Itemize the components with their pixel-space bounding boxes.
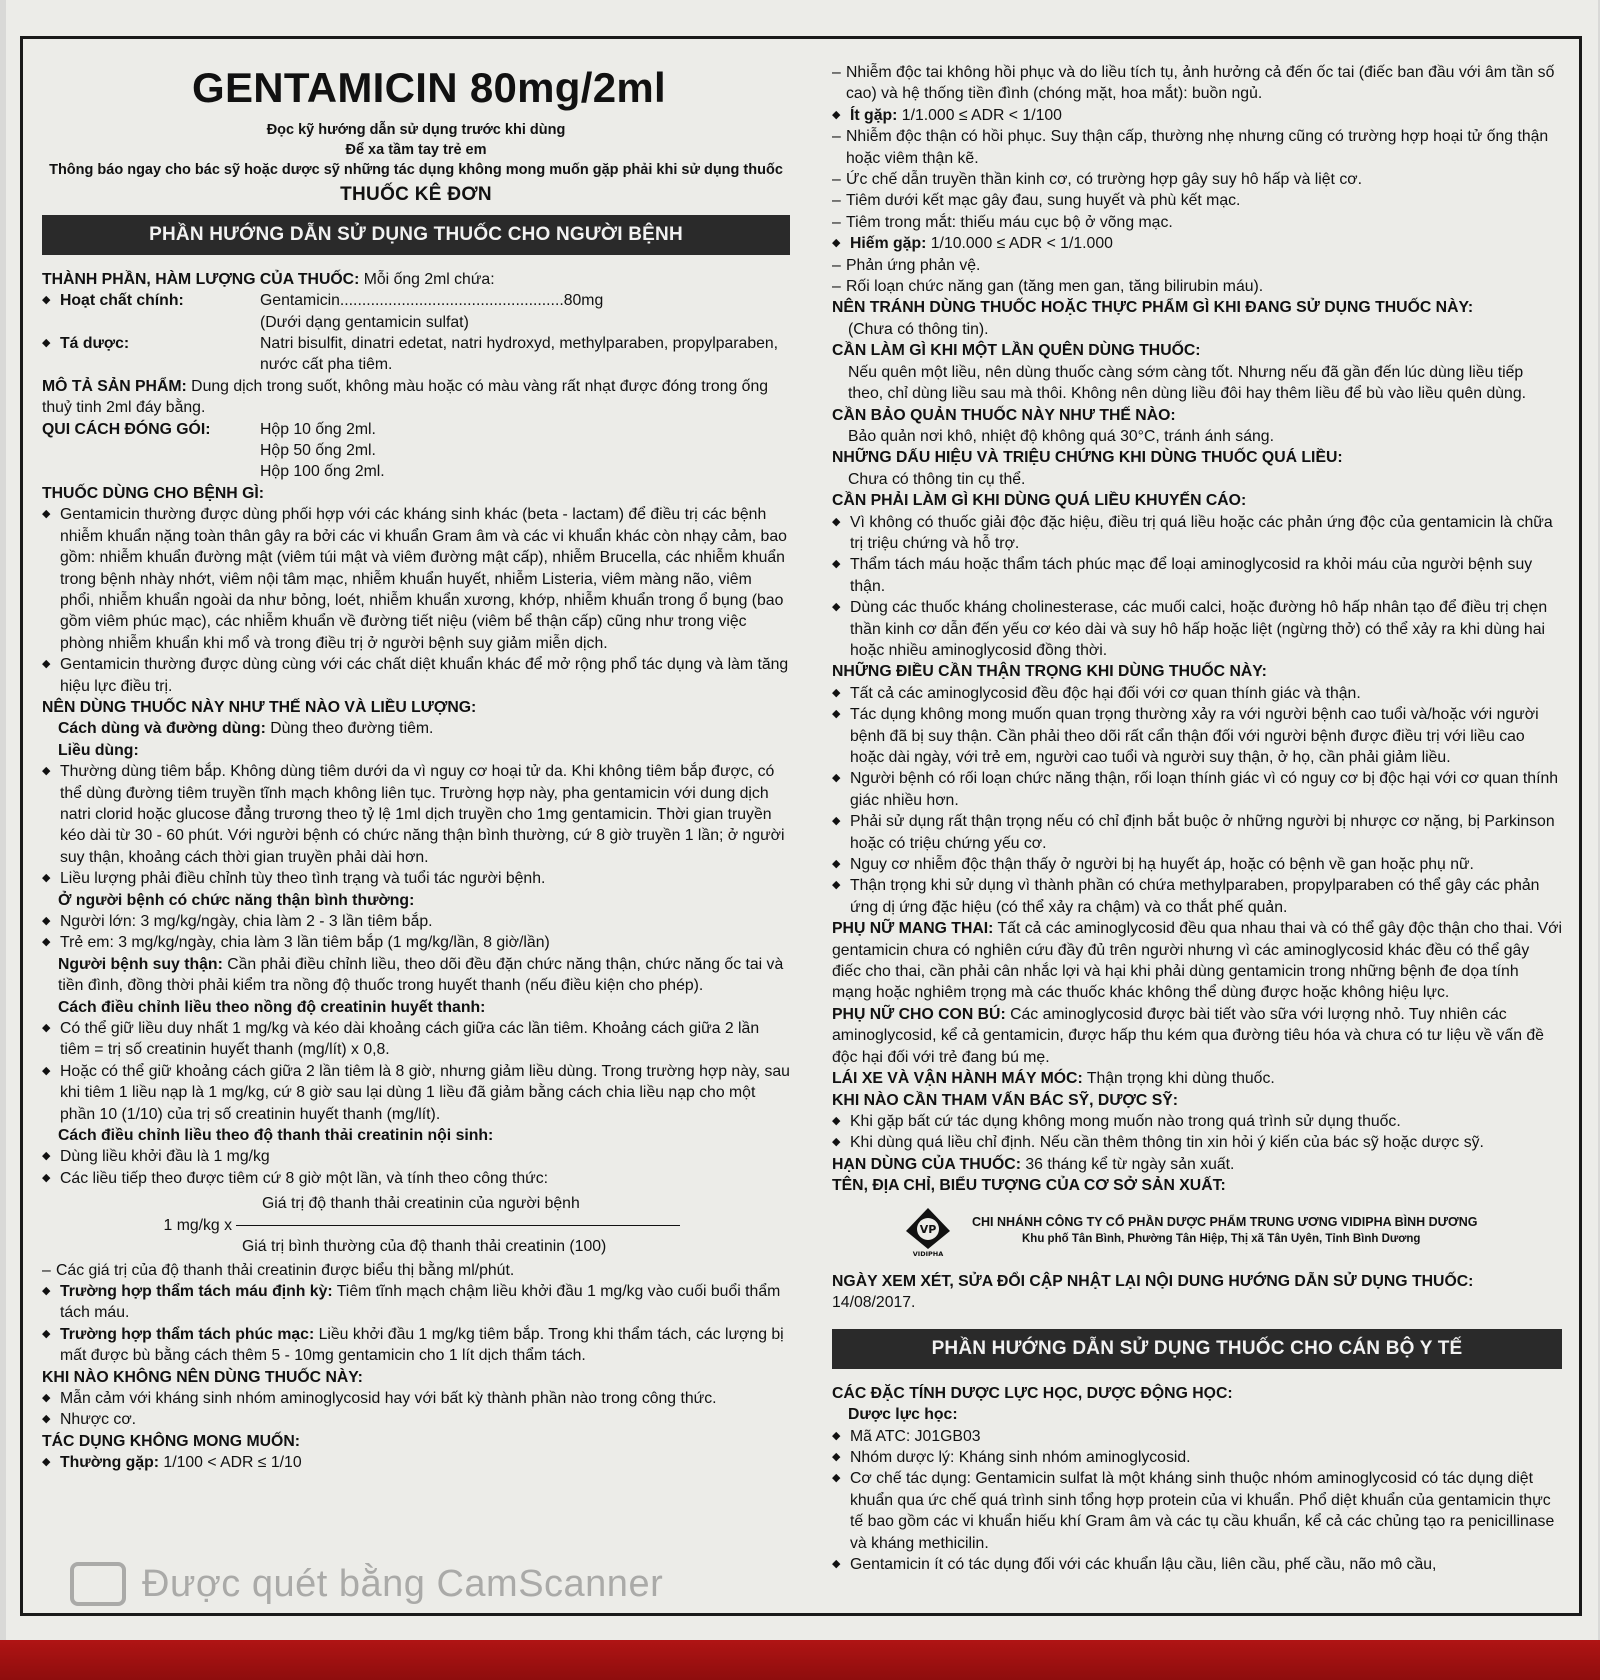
- missed-heading: CẦN LÀM GÌ KHI MỘT LẦN QUÊN DÙNG THUỐC:: [832, 342, 1201, 360]
- route-line: Cách dùng và đường dùng: Dùng theo đường tiêm.: [58, 720, 434, 738]
- adverse-item: – Phản ứng phản vệ.: [832, 255, 1562, 276]
- driving-section: LÁI XE VÀ VẬN HÀNH MÁY MÓC: Thận trọng khi dùng thuốc.: [832, 1070, 1275, 1088]
- vidipha-logo-icon: [902, 1205, 954, 1257]
- clearance-label: Cách điều chỉnh liều theo độ thanh thải creatinin nội sinh:: [58, 1127, 494, 1145]
- formula-bar: [236, 1225, 680, 1226]
- adverse-item: – Rối loạn chức năng gan (tăng men gan, tăng bilirubin máu).: [832, 276, 1562, 297]
- packing-item: Hộp 10 ống 2ml.: [260, 420, 376, 438]
- indication-item: ◆ Gentamicin thường được dùng phối hợp với các kháng sinh khác (beta - lactam) để điều trị các bệnh nhiễm khuẩn nặng toàn thân gây ra bởi các vi khuẩn Gram âm và các vi khuẩn khác còn nhạy cảm, bao gồm: nhiễm khuẩn đường mật (viêm túi mật và viêm đường mật cấp), nhiễm Brucella, các nhiễm khuẩn trong bệnh nhày nhớt, viêm nội tâm mạc, nhiễm khuẩn huyết, nhiễm Listeria, viêm màng não, viêm phổi, nhiễm khuẩn ngoài da như bỏng, loét, nhiễm khuẩn xương, khớp, nhiễm khuẩn trong ổ bụng (bao gồm viêm phúc mạc), các nhiễm khuẩn về đường tiết niệu (viêm bể thận cấp) cũng như trong việc phòng nhiễm khuẩn khi mổ và trong điều trị ở người bệnh suy giảm miễn dịch.: [42, 504, 790, 654]
- consult-heading: KHI NÀO CẦN THAM VẤN BÁC SỸ, DƯỢC SỸ:: [832, 1091, 1179, 1109]
- overdose-action-heading: CẦN PHẢI LÀM GÌ KHI DÙNG QUÁ LIỀU KHUYẾN CÁO:: [832, 492, 1247, 510]
- dosage-item: ◆ Thường dùng tiêm bắp. Không dùng tiêm dưới da vì nguy cơ hoại tử da. Khi không tiêm bắp được, có thể dùng đường tiêm truyền tĩnh mạch không liên tục. Trường hợp này, pha gentamicin với dung dịch natri clorid hoặc glucose đẳng trương theo tỷ lệ 1ml dịch truyền cho 1mg gentamicin. Thời gian truyền kéo dài từ 30 - 60 phút. Với người bệnh có chức năng thận bình thường, cứ 8 giờ truyền 1 lần; ở người suy thận, khoảng cách thời gian truyền phải dài hơn.: [42, 761, 790, 868]
- lactation-section: PHỤ NỮ CHO CON BÚ: Các aminoglycosid được bài tiết vào sữa với lượng nhỏ. Tuy nhiên các aminoglycosid, kể cả gentamicin, được hấp thu kém qua đường tiêu hóa và chưa có tư liệu về vấn đề độc hại đối với trẻ đang bú mẹ.: [832, 1005, 1544, 1066]
- pregnancy-section: PHỤ NỮ MANG THAI: Tất cả các aminoglycosid đều qua nhau thai và có thể gây độc thận cho thai. Với gentamicin chưa có nghiên cứu đầy đủ trên người nhưng vì các aminoglycosid khác đều có thể gây điếc cho thai, cần phải cân nhắc lợi và hại khi phải dùng gentamicin trong những bệnh đe dọa tính mạng hoặc nghiêm trọng mà các thuốc khác không thể dùng được hoặc không hiệu lực.: [832, 920, 1563, 1002]
- dose-formula: [42, 1193, 790, 1257]
- banner-patient-section: PHẦN HƯỚNG DẪN SỬ DỤNG THUỐC CHO NGƯỜI BỆNH: [42, 215, 790, 254]
- formula-denominator: Giá trị bình thường của độ thanh thải creatinin (100): [242, 1238, 607, 1256]
- precaution-item: ◆ Tác dụng không mong muốn quan trọng thường xảy ra với người bệnh cao tuổi và/hoặc với người bệnh đã bị suy thận. Cần phải theo dõi rất cẩn thận đối với người bệnh được điều trị với liều cao hoặc dài ngày, với trẻ em, người cao tuổi và người suy thận, ở họ, cần phải giảm liều.: [832, 704, 1562, 768]
- uncommon-frequency: ◆ Ít gặp: 1/1.000 ≤ ADR < 1/100: [832, 105, 1562, 126]
- adverse-heading: TÁC DỤNG KHÔNG MONG MUỐN:: [42, 1432, 300, 1450]
- common-frequency: ◆ Thường gặp: 1/100 < ADR ≤ 1/10: [42, 1452, 790, 1473]
- storage-text: Bảo quản nơi khô, nhiệt độ không quá 30°C, tránh ánh sáng.: [848, 427, 1274, 445]
- dose-label: Liều dùng:: [58, 741, 139, 759]
- dosage-item: ◆ Liều lượng phải điều chỉnh tùy theo tình trạng và tuổi tác người bệnh.: [42, 868, 790, 889]
- precaution-item: ◆ Phải sử dụng rất thận trọng nếu có chỉ định bắt buộc ở những người bị nhược cơ nặng, bị Parkinson hoặc có triệu chứng yếu cơ.: [832, 811, 1562, 854]
- overdose-signs-text: Chưa có thông tin cụ thể.: [848, 470, 1026, 488]
- formula-numerator: Giá trị độ thanh thải creatinin của người bệnh: [262, 1195, 580, 1213]
- adverse-item: – Nhiễm độc thận có hồi phục. Suy thận cấp, thường nhẹ nhưng cũng có trường hợp hoại tử ống thận hoặc viêm thận kẽ.: [832, 126, 1562, 169]
- avoid-text: (Chưa có thông tin).: [848, 320, 989, 338]
- renal-impairment: Người bệnh suy thận: Cần phải điều chỉnh liều, theo dõi đều đặn chức năng thận, chức năng ốc tai và tiền đình, đồng thời phải kiểm tra nồng độ thuốc trong huyết thanh (nếu điều kiện cho phép).: [58, 955, 784, 995]
- precaution-item: ◆ Thận trọng khi sử dụng vì thành phần có chứa methylparaben, propylparaben có thể gây các phản ứng dị ứng đặc hiệu (có thể xảy ra chậm) và co thắt phế quản.: [832, 875, 1562, 918]
- contra-heading: KHI NÀO KHÔNG NÊN DÙNG THUỐC NÀY:: [42, 1368, 363, 1386]
- description-section: MÔ TẢ SẢN PHẨM: Dung dịch trong suốt, không màu hoặc có màu vàng rất nhạt được đóng trong ống thuỷ tinh 2ml đáy bằng.: [42, 377, 769, 417]
- adverse-item: – Nhiễm độc tai không hồi phục và do liều tích tụ, ảnh hưởng cả đến ốc tai (điếc ban đầu với âm tần số cao) và hệ thống tiền đình (chóng mặt, hoa mắt): buồn ngủ.: [832, 62, 1562, 105]
- consult-item: ◆ Khi dùng quá liều chỉ định. Nếu cần thêm thông tin xin hỏi ý kiến của bác sỹ hoặc dược sỹ.: [832, 1132, 1562, 1153]
- left-column: [42, 64, 790, 1474]
- dosage-item: ◆ Người lớn: 3 mg/kg/ngày, chia làm 2 - 3 lần tiêm bắp.: [42, 911, 790, 932]
- consult-item: ◆ Khi gặp bất cứ tác dụng không mong muốn nào trong quá trình sử dụng thuốc.: [832, 1111, 1562, 1132]
- peritoneal-item: ◆ Trường hợp thẩm tách phúc mạc: Liều khởi đầu 1 mg/kg tiêm bắp. Trong khi thẩm tách, các lượng bị mất được bù bằng cách thêm 5 - 10mg gentamicin cho 1 lít dịch thẩm tách.: [42, 1324, 790, 1367]
- pharmacodynamics-label: Dược lực học:: [848, 1406, 958, 1424]
- dosage-item: ◆ Dùng liều khởi đầu là 1 mg/kg: [42, 1146, 790, 1167]
- notice-report: Thông báo ngay cho bác sỹ hoặc dược sỹ những tác dụng không mong muốn gặp phải khi sử dụng thuốc: [49, 162, 783, 178]
- right-column: [832, 62, 1562, 1575]
- pharmacology-heading: CÁC ĐẶC TÍNH DƯỢC LỰC HỌC, DƯỢC ĐỘNG HỌC:: [832, 1384, 1233, 1402]
- notice-children: Để xa tầm tay trẻ em: [345, 142, 487, 158]
- adverse-item: – Ức chế dẫn truyền thần kinh cơ, có trường hợp gây suy hô hấp và liệt cơ.: [832, 169, 1562, 190]
- indication-item: ◆ Gentamicin thường được dùng cùng với các chất diệt khuẩn khác để mở rộng phổ tác dụng và làm tăng hiệu lực điều trị.: [42, 654, 790, 697]
- scanner-watermark: [70, 1562, 663, 1606]
- rare-frequency: ◆ Hiếm gặp: 1/10.000 ≤ ADR < 1/1.000: [832, 233, 1562, 254]
- active-ingredient: ◆ Hoạt chất chính: Gentamicin...................................................80mg: [42, 290, 790, 311]
- adverse-item: – Tiêm trong mắt: thiếu máu cục bộ ở võng mạc.: [832, 212, 1562, 233]
- manufacturer-address: Khu phố Tân Bình, Phường Tân Hiệp, Thị xã Tân Uyên, Tỉnh Bình Dương: [1022, 1232, 1421, 1245]
- creatinine-label: Cách điều chỉnh liều theo nồng độ creatinin huyết thanh:: [58, 998, 486, 1016]
- dosage-item: ◆ Hoặc có thể giữ khoảng cách giữa 2 lần tiêm là 8 giờ, nhưng giảm liều dùng. Trong trường hợp này, sau khi tiêm 1 liều nạp là 1 mg/kg, cứ 8 giờ sau lại dùng 1 liều đã giảm bằng cách chia liều nạp cho một phần 10 (1/10) của trị số creatinin huyết thanh (mg/lít).: [42, 1061, 790, 1125]
- precaution-item: ◆ Người bệnh có rối loạn chức năng thận, rối loạn thính giác vì có nguy cơ bị độc hại với cơ quan thính giác nhiều hơn.: [832, 768, 1562, 811]
- contra-item: ◆ Nhược cơ.: [42, 1409, 790, 1430]
- leaflet-sheet: [6, 0, 1598, 1640]
- formula-lead: 1 mg/kg x: [163, 1216, 232, 1234]
- dosage-item: ◆ Trẻ em: 3 mg/kg/ngày, chia làm 3 lần tiêm bắp (1 mg/kg/lần, 8 giờ/lần): [42, 932, 790, 953]
- notice-read: Đọc kỹ hướng dẫn sử dụng trước khi dùng: [266, 122, 566, 138]
- shelf-life-section: HẠN DÙNG CỦA THUỐC: 36 tháng kể từ ngày sản xuất.: [832, 1155, 1235, 1173]
- manufacturer-block: [902, 1205, 1562, 1257]
- dosage-item: ◆ Các liều tiếp theo được tiêm cứ 8 giờ một lần, và tính theo công thức:: [42, 1168, 790, 1189]
- precaution-item: ◆ Nguy cơ nhiễm độc thận thấy ở người bị hạ huyết áp, hoặc có bệnh về gan hoặc phụ nữ.: [832, 854, 1562, 875]
- product-title: GENTAMICIN 80mg/2ml: [192, 64, 666, 111]
- storage-heading: CẦN BẢO QUẢN THUỐC NÀY NHƯ THẾ NÀO:: [832, 406, 1176, 424]
- adverse-item: – Tiêm dưới kết mạc gây đau, sung huyết và phù kết mạc.: [832, 190, 1562, 211]
- packing-item: Hộp 100 ống 2ml.: [260, 463, 385, 481]
- camscanner-icon: [70, 1562, 126, 1606]
- revision-date: 14/08/2017.: [832, 1293, 916, 1311]
- pharmacology-item: ◆ Gentamicin ít có tác dụng đối với các khuẩn lậu cầu, liên cầu, phế cầu, não mô cầu,: [832, 1554, 1562, 1575]
- dosage-item: ◆ Có thể giữ liều duy nhất 1 mg/kg và kéo dài khoảng cách giữa các lần tiêm. Khoảng cách giữa 2 lần tiêm = trị số creatinin huyết thanh (mg/lít) x 0,8.: [42, 1018, 790, 1061]
- hemodialysis-item: ◆ Trường hợp thẩm tách máu định kỳ: Tiêm tĩnh mạch chậm liều khởi đầu 1 mg/kg vào cuối buổi thẩm tách máu.: [42, 1281, 790, 1324]
- pharmacology-item: ◆ Mã ATC: J01GB03: [832, 1426, 1562, 1447]
- packing-item: Hộp 50 ống 2ml.: [260, 442, 376, 460]
- watermark-text: Được quét bằng CamScanner: [142, 1562, 664, 1605]
- dosage-heading: NÊN DÙNG THUỐC NÀY NHƯ THẾ NÀO VÀ LIỀU LƯỢNG:: [42, 698, 477, 716]
- composition-section: THÀNH PHẦN, HÀM LƯỢNG CỦA THUỐC: Mỗi ống 2ml chứa:: [42, 270, 495, 288]
- active-note: (Dưới dạng gentamicin sulfat): [260, 313, 469, 331]
- pharmacology-item: ◆ Nhóm dược lý: Kháng sinh nhóm aminoglycosid.: [832, 1447, 1562, 1468]
- manufacturer-name: CHI NHÁNH CÔNG TY CỔ PHẦN DƯỢC PHẨM TRUNG ƯƠNG VIDIPHA BÌNH DƯƠNG: [972, 1214, 1478, 1229]
- prescription-label: THUỐC KÊ ĐƠN: [340, 184, 492, 205]
- normal-renal-label: Ở người bệnh có chức năng thận bình thường:: [58, 891, 415, 909]
- pharmacology-item: ◆ Cơ chế tác dụng: Gentamicin sulfat là một kháng sinh thuộc nhóm aminoglycosid có tác dụng diệt khuẩn qua ức chế quá trình sinh tổng hợp protein của vi khuẩn. Phổ diệt khuẩn của gentamicin thực tế bao gồm các vi khuẩn hiếu khí Gram âm và các tụ cầu khuẩn, kể cả các chủng tạo ra penicillinase và kháng methicilin.: [832, 1468, 1562, 1554]
- precaution-item: ◆ Tất cả các aminoglycosid đều độc hại đối với cơ quan thính giác và thận.: [832, 683, 1562, 704]
- avoid-heading: NÊN TRÁNH DÙNG THUỐC HOẶC THỰC PHẨM GÌ KHI ĐANG SỬ DỤNG THUỐC NÀY:: [832, 299, 1474, 317]
- excipients: ◆ Tá dược: Natri bisulfit, dinatri edetat, natri hydroxyd, methylparaben, propylparaben, nước cất pha tiêm.: [42, 333, 790, 376]
- revision-heading: NGÀY XEM XÉT, SỬA ĐỔI CẬP NHẬT LẠI NỘI DUNG HƯỚNG DẪN SỬ DỤNG THUỐC:: [832, 1272, 1474, 1290]
- formula-note: – Các giá trị của độ thanh thải creatinin được biểu thị bằng ml/phút.: [42, 1260, 790, 1281]
- banner-staff-section: PHẦN HƯỚNG DẪN SỬ DỤNG THUỐC CHO CÁN BỘ Y TẾ: [832, 1329, 1562, 1368]
- packing-section: QUI CÁCH ĐÓNG GÓI: Hộp 10 ống 2ml. Hộp 50 ống 2ml. Hộp 100 ống 2ml.: [42, 419, 790, 483]
- bottom-red-band: [0, 1640, 1600, 1680]
- overdose-item: ◆ Vì không có thuốc giải độc đặc hiệu, điều trị quá liều hoặc các phản ứng độc của gentamicin là chữa trị triệu chứng và hỗ trợ.: [832, 512, 1562, 555]
- logo-initials: VP: [919, 1222, 937, 1236]
- logo-text: VIDIPHA: [912, 1249, 944, 1257]
- indications-heading: THUỐC DÙNG CHO BỆNH GÌ:: [42, 484, 265, 502]
- contra-item: ◆ Mẫn cảm với kháng sinh nhóm aminoglycosid hay với bất kỳ thành phần nào trong công thức.: [42, 1388, 790, 1409]
- precautions-heading: NHỮNG ĐIỀU CẦN THẬN TRỌNG KHI DÙNG THUỐC NÀY:: [832, 663, 1267, 681]
- overdose-item: ◆ Thẩm tách máu hoặc thẩm tách phúc mạc để loại aminoglycosid ra khỏi máu của người bệnh suy thận.: [832, 554, 1562, 597]
- overdose-item: ◆ Dùng các thuốc kháng cholinesterase, các muối calci, hoặc đường hô hấp nhân tạo để điều trị chẹn thần kinh cơ dẫn đến yếu cơ kéo dài và suy hô hấp hoặc liệt (ngừng thở) có thể xảy ra khi dùng hai hoặc nhiều aminoglycosid đồng thời.: [832, 597, 1562, 661]
- manufacturer-heading: TÊN, ĐỊA CHỈ, BIỂU TƯỢNG CỦA CƠ SỞ SẢN XUẤT:: [832, 1177, 1226, 1195]
- overdose-signs-heading: NHỮNG DẤU HIỆU VÀ TRIỆU CHỨNG KHI DÙNG THUỐC QUÁ LIỀU:: [832, 449, 1343, 467]
- missed-text: Nếu quên một liều, nên dùng thuốc càng sớm càng tốt. Nhưng nếu đã gần đến lúc dùng liều tiếp theo, chỉ dùng liều sau mà thôi. Không nên dùng liều đôi hay thêm liều để bù vào liều quên dùng.: [848, 363, 1527, 403]
